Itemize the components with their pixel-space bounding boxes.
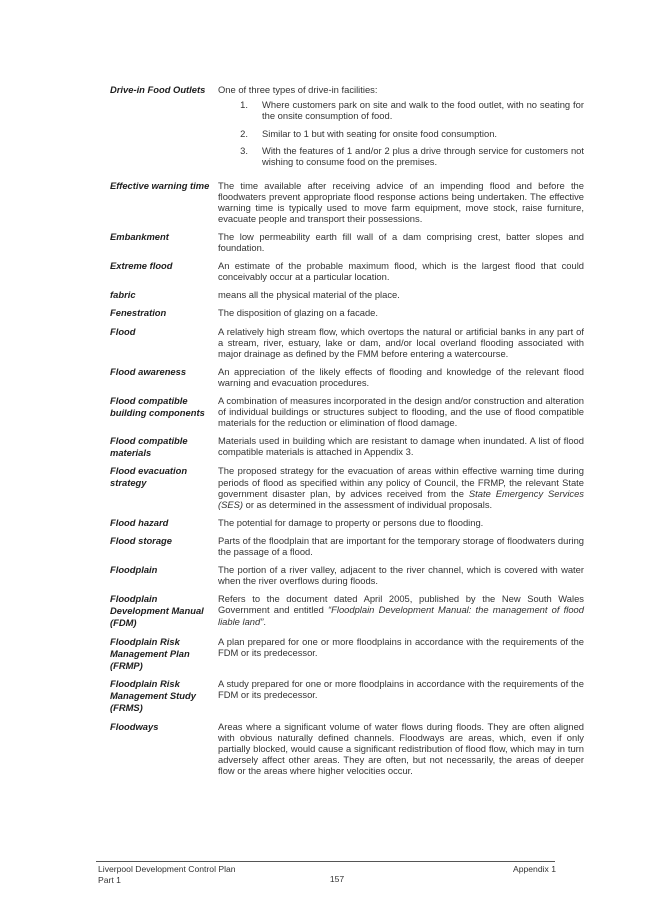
glossary-definition — [218, 465, 584, 510]
glossary-entry — [110, 636, 584, 672]
glossary-term: Floodplain Development Manual (FDM) — [110, 593, 204, 629]
glossary-term: Floodplain Risk Management Plan (FRMP) — [110, 635, 190, 671]
glossary-entry — [110, 721, 584, 777]
definition-tail: or as determined in the assessment of individual proposals. — [243, 499, 493, 511]
definition-text: Refers to the document dated April 2005, published by the New South Wales Government and entitled — [218, 593, 584, 616]
glossary-definition: The portion of a river valley, adjacent to the river channel, which is covered with water when the river overflows during floods. — [218, 564, 584, 587]
glossary-entry — [110, 84, 584, 173]
glossary-term: Flood hazard — [110, 516, 169, 528]
glossary-definition: The time available after receiving advice of an impending flood and before the floodwaters prevent appropriate flood response actions being undertaken. The effective warning time is typically used to move farm equipment, move stock, raise furniture, evacuate people and transport their possessions. — [218, 179, 584, 225]
list-number: 3. — [240, 144, 248, 156]
glossary-entry — [110, 307, 584, 319]
definition-tail: . — [263, 615, 266, 627]
glossary-definition — [218, 593, 584, 629]
glossary-definition: A study prepared for one or more floodplains in accordance with the requirements of the FDM or its predecessor. — [218, 678, 584, 701]
glossary-entry — [110, 465, 584, 510]
glossary-entry — [110, 517, 584, 529]
glossary-term: Effective warning time — [110, 179, 210, 191]
glossary-definition: An appreciation of the likely effects of flooding and knowledge of the relevant flood warning and evacuation procedures. — [218, 365, 584, 389]
glossary-term: Fenestration — [110, 307, 167, 319]
glossary-term: Flood awareness — [110, 365, 187, 377]
glossary-term: Floodplain Risk Management Study (FRMS) — [110, 678, 196, 714]
list-item — [218, 145, 584, 167]
glossary-entry — [110, 593, 584, 629]
glossary-term: fabric — [110, 288, 136, 300]
glossary-definition: A plan prepared for one or more floodplains in accordance with the requirements of the FDM or its predecessor. — [218, 635, 584, 658]
footer-divider — [96, 861, 555, 862]
glossary-definition: A relatively high stream flow, which overtops the natural or artificial banks in any part of a stream, river, estuary, lake or dam, and/or local overland flooding associated with major drainage as defined by the FMM before entering a watercourse. — [218, 325, 584, 360]
glossary-entry — [110, 564, 584, 586]
glossary-term: Flood compatible materials — [110, 434, 188, 458]
list-item — [218, 99, 584, 121]
glossary-definition: The disposition of glazing on a facade. — [218, 307, 379, 319]
glossary-entry — [110, 535, 584, 557]
glossary-term: Flood evacuation strategy — [110, 465, 188, 489]
footer-document-title: Liverpool Development Control Plan — [98, 864, 236, 874]
glossary-term: Flood compatible building components — [110, 394, 205, 418]
list-text: Similar to 1 but with seating for onsite food consumption. — [262, 127, 498, 139]
glossary-definition: The potential for damage to property or persons due to flooding. — [218, 516, 484, 528]
glossary-term: Floodplain — [110, 564, 158, 576]
definition-emphasis: “Floodplain Development Manual: the management of flood liable land” — [218, 604, 584, 627]
list-text: Where customers park on site and walk to the food outlet, with no seating for the onsite consumption of food. — [262, 99, 584, 122]
glossary-term: Embankment — [110, 231, 169, 243]
glossary-entry — [110, 678, 584, 714]
definition-text: One of three types of drive-in facilities: — [218, 84, 378, 95]
glossary-entry — [110, 180, 584, 225]
definition-emphasis: State Emergency Services (SES) — [218, 487, 584, 511]
glossary-term: Extreme flood — [110, 259, 173, 271]
glossary-definition: Parts of the floodplain that are important for the temporary storage of floodwaters during the passage of a flood. — [218, 535, 584, 558]
glossary-entry — [110, 231, 584, 253]
glossary-entry — [110, 326, 584, 360]
definition-text: The proposed strategy for the evacuation of areas within effective warning time during periods of flood as specified within any policy of Council, the FRMP, the relevant State government disaster plan, by advices received from the — [218, 465, 584, 499]
numbered-list — [218, 99, 584, 167]
glossary-entry — [110, 260, 584, 282]
glossary-definition: Materials used in building which are resistant to damage when inundated. A list of flood compatible materials is attached in Appendix 3. — [218, 434, 584, 458]
glossary-definition: Areas where a significant volume of water flows during floods. They are often aligned with obvious naturally defined channels. Floodways are areas, which, even if only partially blocked, would cause a significant redistribution of flood flow, which may in turn adversely affect other areas. They are often, but not necessarily, the areas of deeper flow or the areas where higher velocities occur. — [218, 720, 584, 777]
glossary-definition: The low permeability earth fill wall of a dam comprising crest, batter slopes and foundation. — [218, 231, 584, 254]
glossary-definition: means all the physical material of the place. — [218, 288, 400, 300]
glossary-entry — [110, 395, 584, 429]
glossary-entry — [110, 366, 584, 388]
list-text: With the features of 1 and/or 2 plus a drive through service for customers not wishing to consume food on the premises. — [262, 144, 584, 168]
glossary-definition — [218, 84, 584, 173]
glossary-term: Floodways — [110, 720, 159, 732]
glossary-entry — [110, 435, 584, 459]
glossary — [110, 84, 584, 783]
footer-appendix: Appendix 1 — [512, 864, 556, 874]
list-number: 2. — [240, 127, 248, 139]
glossary-entry — [110, 289, 584, 301]
footer-part: Part 1 — [98, 874, 121, 885]
page-number: 157 — [329, 874, 345, 884]
glossary-definition: A combination of measures incorporated in the design and/or construction and alteration of individual buildings or structures subject to flooding, and the use of flood compatible materials for the reduction or elimination of flood damage. — [218, 394, 584, 429]
glossary-term: Flood storage — [110, 535, 172, 547]
list-number: 1. — [240, 99, 248, 111]
glossary-term: Flood — [110, 325, 136, 337]
list-item — [218, 128, 584, 139]
glossary-definition: An estimate of the probable maximum flood, which is the largest flood that could conceivably occur at a particular location. — [218, 259, 584, 283]
glossary-term: Drive-in Food Outlets — [110, 84, 206, 95]
